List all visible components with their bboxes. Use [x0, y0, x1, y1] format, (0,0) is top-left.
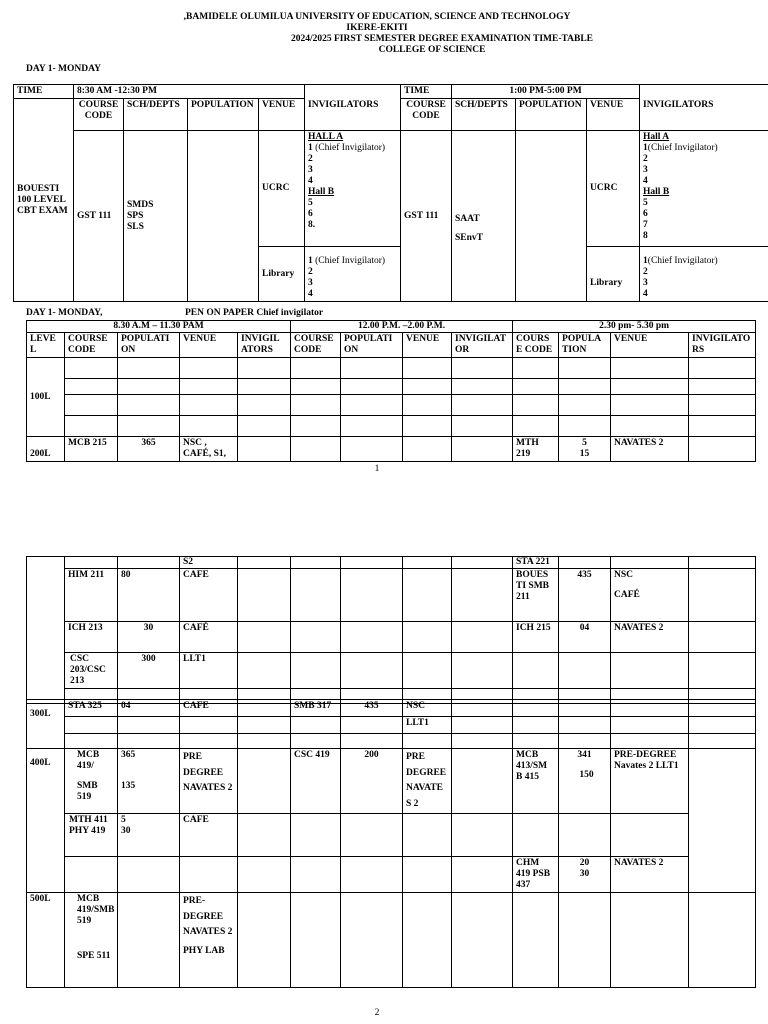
empty-cell: [689, 358, 756, 379]
empty-cell: [403, 416, 452, 437]
course-cell: MTH 219: [513, 437, 559, 462]
empty-cell: [341, 622, 403, 653]
empty-cell: [689, 700, 756, 717]
pm-venue2: Library: [587, 247, 640, 302]
empty-cell: [291, 569, 341, 622]
empty-cell: [291, 416, 341, 437]
level-500: 500L: [27, 893, 65, 988]
empty-cell: [238, 893, 291, 988]
col-venue: VENUE: [259, 99, 305, 131]
table-row: [27, 437, 756, 462]
empty-cell: [452, 416, 513, 437]
empty-cell: [291, 717, 341, 734]
empty-cell: [452, 358, 513, 379]
empty-cell: [452, 379, 513, 395]
am-venue1: UCRC: [259, 131, 305, 247]
table-row: [27, 857, 756, 893]
empty-cell: [238, 814, 291, 857]
h-course3: COURS E CODE: [513, 333, 559, 358]
section1-title: DAY 1- MONDAY: [26, 64, 101, 74]
empty-cell: [341, 416, 403, 437]
pm-population: [516, 131, 587, 302]
empty-cell: [65, 416, 118, 437]
empty-cell: [238, 857, 291, 893]
empty-cell: [452, 569, 513, 622]
empty-cell: [180, 734, 238, 749]
empty-cell: [341, 734, 403, 749]
empty-cell: [118, 395, 180, 416]
empty-cell: [452, 717, 513, 734]
empty-cell: [118, 857, 180, 893]
empty-cell: [403, 653, 452, 689]
empty-cell: [559, 416, 611, 437]
timetable-title: 2024/2025 FIRST SEMESTER DEGREE EXAMINATION TIME-TABLE: [290, 34, 594, 44]
venue-cell: LLT1: [180, 653, 238, 689]
afternoon-time: 1:00 PM-5:00 PM: [452, 85, 640, 99]
venue-cell: PRE- DEGREE NAVATES 2 PHY LAB: [180, 893, 238, 988]
empty-cell: [291, 893, 341, 988]
h-pop: POPULATI ON: [118, 333, 180, 358]
course-cell: MCB 419/SMB 519 SPE 511: [65, 893, 118, 988]
population-cell: 200: [341, 749, 403, 814]
population-cell: 300: [118, 653, 180, 689]
empty-cell: [180, 395, 238, 416]
course-cell: CHM 419 PSB 437: [513, 857, 559, 893]
empty-cell: [689, 717, 756, 734]
empty-cell: [559, 653, 611, 689]
venue-cell: NSC: [403, 700, 452, 717]
venue-cell: NSC , CAFÉ, S1,: [180, 437, 238, 462]
population-cell: 80: [118, 569, 180, 622]
col-invigilators: INVIGILATORS: [305, 99, 401, 131]
empty-cell: [559, 358, 611, 379]
h-invig2: INVIGILAT OR: [452, 333, 513, 358]
h-invig3: INVIGILATO RS: [689, 333, 756, 358]
population-cell: 341 150: [559, 749, 611, 814]
course-cell: ICH 215: [513, 622, 559, 653]
venue-cell: CAFE: [180, 700, 238, 717]
course-cell: STA 221: [513, 557, 559, 569]
slot1-time: 8.30 A.M – 11.30 PAM: [27, 321, 291, 333]
empty-cell: [452, 700, 513, 717]
empty-cell: [513, 734, 559, 749]
pm-course: GST 111: [401, 131, 452, 302]
empty-cell: [611, 653, 689, 689]
page-number-1: 1: [374, 464, 380, 474]
empty-cell: [65, 717, 118, 734]
slot2-time: 12.00 P.M. –2.00 P.M.: [291, 321, 513, 333]
morning-time: 8:30 AM -12:30 PM: [74, 85, 305, 99]
course-cell: STA 325: [65, 700, 118, 717]
h-venue3: VENUE: [611, 333, 689, 358]
empty-cell: [611, 700, 689, 717]
course-cell: MTH 411 PHY 419: [65, 814, 118, 857]
page-number-2: 2: [374, 1008, 380, 1018]
level-400: 400L: [27, 749, 65, 893]
university-location: IKERE-EKITI: [346, 23, 408, 33]
empty-cell: [238, 717, 291, 734]
empty-cell: [238, 734, 291, 749]
empty-cell: [291, 734, 341, 749]
empty-cell: [291, 622, 341, 653]
empty-cell: [689, 416, 756, 437]
empty-cell: [291, 358, 341, 379]
empty-cell: [559, 893, 611, 988]
empty-cell: [611, 395, 689, 416]
empty-cell: [403, 893, 452, 988]
level-label: BOUESTI 100 LEVEL CBT EXAM: [14, 99, 74, 302]
empty-cell: [689, 749, 756, 857]
empty-cell: [452, 893, 513, 988]
level-200-cont: [27, 557, 65, 704]
pm-hall-invigilators: Hall A 1(Chief Invigilator) 2 3 4 Hall B 5 6 7 8: [640, 131, 768, 247]
pm-venue1: UCRC: [587, 131, 640, 247]
venue-cell: PRE DEGREE NAVATES 2: [180, 749, 238, 814]
empty-cell: [291, 814, 341, 857]
empty-cell: [689, 622, 756, 653]
empty-cell: [238, 437, 291, 462]
empty-cell: [118, 358, 180, 379]
empty-cell: [689, 569, 756, 622]
cbt-timetable: [13, 84, 768, 302]
empty-cell: [452, 395, 513, 416]
course-cell: MCB 413/SM B 415: [513, 749, 559, 814]
empty-cell: [513, 416, 559, 437]
empty-cell: [452, 749, 513, 814]
empty-cell: [238, 395, 291, 416]
empty-cell: [513, 653, 559, 689]
empty-cell: [403, 814, 452, 857]
am-course: GST 111: [74, 131, 124, 302]
empty-cell: [403, 437, 452, 462]
empty-cell: [689, 857, 756, 893]
empty-cell: [118, 379, 180, 395]
venue-cell: PRE DEGREE NAVATE S 2: [403, 749, 452, 814]
empty-cell: [180, 857, 238, 893]
empty-cell: [452, 653, 513, 689]
empty-cell: [341, 437, 403, 462]
venue-cell: PRE-DEGREE Navates 2 LLT1: [611, 749, 689, 814]
col-course-code-pm: COURSE CODE: [401, 99, 452, 131]
empty-cell: [689, 379, 756, 395]
table-row: [27, 569, 756, 622]
pm-schools: SAAT SEnvT: [452, 131, 516, 302]
col-venue-pm: VENUE: [587, 99, 640, 131]
empty-cell: [403, 569, 452, 622]
h-pop3: POPULA TION: [559, 333, 611, 358]
empty-cell: [341, 379, 403, 395]
empty-cell: [611, 557, 689, 569]
col-course-code: COURSE CODE: [74, 99, 124, 131]
table-row: [27, 653, 756, 689]
empty-cell: [238, 622, 291, 653]
course-cell: SMB 317: [291, 700, 341, 717]
empty-cell: [689, 653, 756, 689]
empty-cell: [291, 857, 341, 893]
course-cell: HIM 211: [65, 569, 118, 622]
empty-cell: [403, 734, 452, 749]
level-200: 200L: [27, 437, 65, 462]
university-name: ,BAMIDELE OLUMILUA UNIVERSITY OF EDUCATION, SCIENCE AND TECHNOLOGY: [183, 12, 571, 22]
population-cell: 435: [559, 569, 611, 622]
empty-cell: [65, 557, 118, 569]
empty-cell: [238, 653, 291, 689]
population-cell: 435: [341, 700, 403, 717]
empty-cell: [559, 814, 611, 857]
empty-cell: [559, 734, 611, 749]
empty-cell: [180, 358, 238, 379]
empty-cell: [403, 622, 452, 653]
empty-cell: [611, 416, 689, 437]
empty-cell: [513, 893, 559, 988]
course-cell: CSC 203/CSC 213: [65, 653, 118, 689]
empty-cell: [513, 717, 559, 734]
course-cell: MCB 215: [65, 437, 118, 462]
empty-cell: [238, 749, 291, 814]
empty-cell: [559, 379, 611, 395]
document-header: [0, 12, 754, 56]
am-hall-invigilators: HALL A 1 (Chief Invigilator) 2 3 4 Hall B 5 6 8.: [305, 131, 401, 247]
time-label: TIME: [14, 85, 74, 99]
h-pop2: POPULATI ON: [341, 333, 403, 358]
blank-cell: [305, 85, 401, 99]
empty-cell: [611, 893, 689, 988]
venue-cell: CAFE: [180, 814, 238, 857]
col-sch-depts: SCH/DEPTS: [124, 99, 188, 131]
table-row: [27, 700, 756, 717]
empty-cell: [341, 893, 403, 988]
empty-cell: [118, 416, 180, 437]
empty-cell: [452, 557, 513, 569]
empty-cell: [403, 379, 452, 395]
venue-cell: CAFE: [180, 569, 238, 622]
empty-cell: [559, 700, 611, 717]
empty-cell: [118, 734, 180, 749]
course-cell: BOUES TI SMB 211: [513, 569, 559, 622]
venue-cell: NAVATES 2: [611, 857, 689, 893]
paper-timetable-page2: [26, 556, 756, 704]
empty-cell: [452, 814, 513, 857]
empty-cell: [341, 717, 403, 734]
empty-cell: [341, 569, 403, 622]
empty-cell: [341, 557, 403, 569]
empty-cell: [238, 358, 291, 379]
empty-cell: [341, 395, 403, 416]
paper-timetable-page2-lower: [26, 699, 756, 988]
empty-cell: [452, 622, 513, 653]
empty-cell: [611, 734, 689, 749]
empty-cell: [291, 379, 341, 395]
empty-cell: [403, 358, 452, 379]
empty-cell: [238, 557, 291, 569]
empty-cell: [238, 379, 291, 395]
empty-cell: [291, 395, 341, 416]
population-cell: 30: [118, 622, 180, 653]
empty-cell: [403, 395, 452, 416]
h-course2: COURSE CODE: [291, 333, 341, 358]
table-row: [27, 893, 756, 988]
table-row: [27, 749, 756, 814]
empty-cell: [559, 395, 611, 416]
college-name: COLLEGE OF SCIENCE: [378, 45, 486, 55]
table-row: [27, 622, 756, 653]
empty-cell: [291, 653, 341, 689]
afternoon-time-label: TIME: [401, 85, 452, 99]
h-level: LEVE L: [27, 333, 65, 358]
empty-cell: [513, 358, 559, 379]
am-venue2: Library: [259, 247, 305, 302]
empty-cell: [291, 557, 341, 569]
venue-cell: NAVATES 2: [611, 437, 689, 462]
empty-cell: [611, 717, 689, 734]
population-cell: 365 135: [118, 749, 180, 814]
empty-cell: [689, 395, 756, 416]
empty-cell: [341, 358, 403, 379]
empty-cell: [180, 717, 238, 734]
empty-cell: [238, 416, 291, 437]
section2-title: DAY 1- MONDAY,: [26, 308, 103, 318]
col-population: POPULATION: [188, 99, 259, 131]
level-300: 300L: [27, 700, 65, 749]
empty-cell: [65, 358, 118, 379]
h-venue: VENUE: [180, 333, 238, 358]
population-cell: 04: [559, 622, 611, 653]
pm-library-invigilators: 1(Chief Invigilator) 2 3 4: [640, 247, 768, 302]
empty-cell: [403, 857, 452, 893]
empty-cell: [559, 557, 611, 569]
empty-cell: [65, 857, 118, 893]
empty-cell: [341, 857, 403, 893]
population-cell: 04: [118, 700, 180, 717]
venue-cell: S2: [180, 557, 238, 569]
col-sch-depts-pm: SCH/DEPTS: [452, 99, 516, 131]
empty-cell: [403, 557, 452, 569]
empty-cell: [118, 557, 180, 569]
h-venue2: VENUE: [403, 333, 452, 358]
empty-cell: [611, 814, 689, 857]
venue-cell: CAFÉ: [180, 622, 238, 653]
paper-timetable-page1: [26, 320, 756, 462]
empty-cell: [513, 379, 559, 395]
empty-cell: [689, 557, 756, 569]
population-cell: 20 30: [559, 857, 611, 893]
blank-cell: [640, 85, 768, 99]
venue-cell: LLT1: [403, 717, 452, 734]
empty-cell: [65, 734, 118, 749]
empty-cell: [689, 734, 756, 749]
empty-cell: [341, 653, 403, 689]
level-100: 100L: [27, 358, 65, 437]
venue-cell: NAVATES 2: [611, 622, 689, 653]
course-cell: CSC 419: [291, 749, 341, 814]
empty-cell: [689, 437, 756, 462]
empty-cell: [118, 893, 180, 988]
slot3-time: 2.30 pm- 5.30 pm: [513, 321, 756, 333]
empty-cell: [180, 379, 238, 395]
am-population: [188, 131, 259, 302]
empty-cell: [341, 814, 403, 857]
empty-cell: [452, 857, 513, 893]
empty-cell: [452, 437, 513, 462]
empty-cell: [291, 437, 341, 462]
course-cell: MCB 419/ SMB 519: [65, 749, 118, 814]
course-cell: ICH 213: [65, 622, 118, 653]
empty-cell: [452, 734, 513, 749]
empty-cell: [65, 395, 118, 416]
h-invig: INVIGIL ATORS: [238, 333, 291, 358]
h-course: COURSE CODE: [65, 333, 118, 358]
section2-subtitle: PEN ON PAPER Chief invigilator: [185, 308, 324, 318]
am-library-invigilators: 1 (Chief Invigilator) 2 3 4: [305, 247, 401, 302]
empty-cell: [559, 717, 611, 734]
col-population-pm: POPULATION: [516, 99, 587, 131]
empty-cell: [611, 358, 689, 379]
empty-cell: [513, 814, 559, 857]
empty-cell: [238, 569, 291, 622]
am-schools: SMDS SPS SLS: [124, 131, 188, 302]
venue-cell: NSC CAFÉ: [611, 569, 689, 622]
empty-cell: [238, 700, 291, 717]
empty-cell: [180, 416, 238, 437]
empty-cell: [65, 379, 118, 395]
population-cell: 5 15: [559, 437, 611, 462]
population-cell: 365: [118, 437, 180, 462]
table-row: [27, 814, 756, 857]
col-invigilators-pm: INVIGILATORS: [640, 99, 768, 131]
population-cell: 5 30: [118, 814, 180, 857]
empty-cell: [611, 379, 689, 395]
empty-cell: [689, 893, 756, 988]
empty-cell: [513, 700, 559, 717]
empty-cell: [118, 717, 180, 734]
empty-cell: [513, 395, 559, 416]
